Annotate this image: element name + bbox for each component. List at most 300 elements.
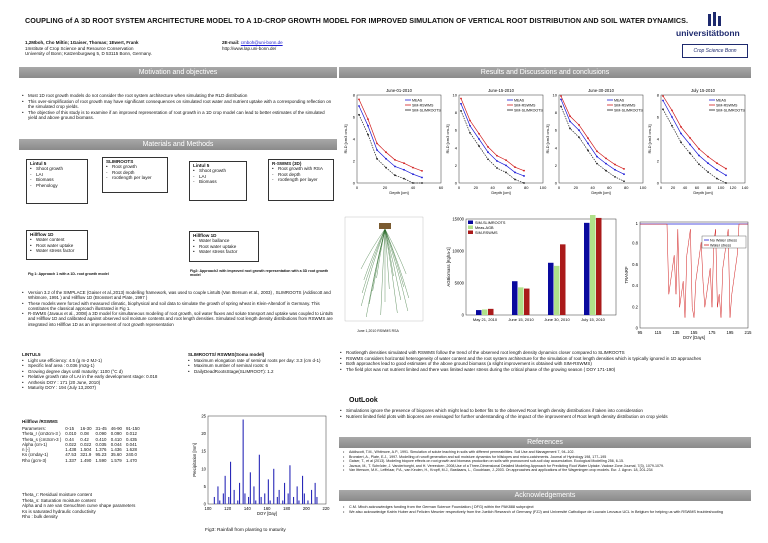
y-tick-label: 2: [656, 158, 659, 164]
x-tick-label: 195: [726, 330, 734, 335]
fig1-slimroots-box: [102, 157, 168, 193]
legend-label: MEAS: [614, 98, 625, 103]
rain-bar: [273, 469, 274, 504]
outlook-item: • Simulations ignore the presence of biopores which might lead to better fits to the observed Root length density distributions if taken into consideration: [340, 408, 750, 414]
y-tick-label: 0: [635, 325, 638, 331]
rld-point-rswms: [623, 168, 625, 170]
param-value: 1.490: [80, 457, 92, 463]
rain-bar: [248, 497, 249, 504]
rld-point-slim: [403, 178, 405, 180]
param-value: 0.435: [125, 436, 137, 442]
x-tick-label: 100: [204, 506, 212, 511]
x-tick-label: 100: [639, 185, 647, 190]
root-crown: [379, 223, 391, 229]
y-tick-label: 0: [203, 501, 206, 507]
rld-point-slim: [367, 134, 369, 136]
box-item: - rootlength per layer: [272, 177, 330, 182]
fig2-caption: Fig2: Approach2 with improved root growth representation with a 3D root growth model: [190, 269, 329, 278]
rld-point-meas: [623, 173, 625, 175]
y-tick-label: 0: [454, 180, 457, 186]
y-tick-label: 4: [656, 136, 659, 142]
biomass-bar: [518, 287, 524, 315]
param-name: Alpha (cm-1): [22, 441, 48, 447]
rld-point-meas: [680, 133, 682, 135]
rld-point-rswms: [716, 162, 718, 164]
rld-point-slim: [662, 108, 664, 110]
ack-item: • We also acknowledge Katrin Huber and Felicien Meunier respectively from the Jueilch Research of Germany (FZJ) and Université Catholique de Louvain Leuvaux UCL in Belgium for helping us with RSWMS troubleshooting: [343, 510, 749, 515]
outlook-item: • Nutrient limited field plots with biopores are envisaged for further understanding of the impact of the improvement of Root length density distribution on crop yields: [340, 414, 750, 420]
methods-item: • R-SWMS (Javaux et al., 2008) a 3D model for simultaneous modeling of root growth, soil water fluxes and solute transport and uptake was coupled to Lintul5 and Hillflow 1D and calibrated against observed soil moisture contents and root length densities. Simulated root length density distributions from RSWMS are integrated into Hillflow 1D as an improvement of root growth representation: [22, 311, 337, 327]
x-tick-label: 40: [410, 185, 416, 190]
slim-param: • Maximum number of seminal roots: 6: [188, 363, 336, 369]
box-item: - Biomass: [193, 179, 243, 184]
root-architecture-image: [343, 215, 425, 325]
rld-point-meas: [376, 149, 378, 151]
biomass-bar: [596, 218, 602, 315]
param-value: 1.436: [110, 447, 122, 453]
rld-point-rswms: [358, 99, 360, 101]
param-value: 0.410: [110, 436, 122, 442]
param-value: 1.337: [65, 457, 77, 463]
param-name: Ks (cmday-1): [22, 452, 49, 458]
rld-point-slim: [505, 172, 507, 174]
rld-point-meas: [367, 125, 369, 127]
rain-bar: [315, 483, 316, 504]
x-tick-label: 200: [302, 506, 310, 511]
rld-point-slim: [569, 128, 571, 130]
rld-point-slim: [460, 110, 462, 112]
institute-line: 1Institute of Crop Science and Resource Conservation: [25, 45, 134, 51]
rld-point-slim: [385, 167, 387, 169]
y-axis-label: RLD [cm3 cm-3]: [343, 124, 348, 154]
authors-line: 1,2Mboh, Cho Miltin; 1Gaiser, Thomas; 1Ewert, Frank: [25, 40, 139, 45]
x-tick-label: 0: [557, 185, 561, 190]
biomass-bar: [476, 310, 482, 315]
rain-bar: [228, 497, 229, 504]
box-item: • Water content: [30, 237, 84, 242]
rain-bar: [214, 497, 215, 504]
x-tick-label: 40: [590, 185, 595, 190]
rld-point-meas: [662, 100, 664, 102]
y-tick-label: 5: [203, 483, 206, 489]
y-tick-label: 0.6: [632, 261, 638, 267]
x-tick-label: 60: [607, 185, 612, 190]
x-tick-label: 100: [539, 185, 547, 190]
contact-block: [222, 40, 283, 51]
poster-title: COUPLING of A 3D ROOT SYSTEM ARCHITECTURE MODEL TO A 1D-CROP GROWTH MODEL FOR IMPROVED SIMULATION OF VERTICAL ROOT DISTRIBUTION AND SOIL WATER DYNAMICS.: [25, 16, 688, 25]
x-tick-label: 40: [490, 185, 495, 190]
y-axis-label: RLD [cm3 cm-3]: [545, 124, 550, 154]
fig2-rswms-box: [268, 159, 334, 201]
box-item: - Root depth: [106, 170, 164, 175]
rld-point-slim: [412, 182, 414, 184]
lintul-param: • Maturity DOY : 194 (July 13,2007): [22, 385, 182, 391]
rld-chart-title: June-01-2010: [386, 88, 412, 93]
rld-point-slim: [487, 158, 489, 160]
rld-point-rswms: [680, 126, 682, 128]
results-list: [340, 350, 750, 372]
x-tick-label: 20: [382, 185, 388, 190]
rld-point-rswms: [614, 164, 616, 166]
rld-point-rswms: [698, 148, 700, 150]
rain-bar: [217, 486, 218, 504]
lintul-param: • Relative growth rate of LAI in the early development stage: 0.018: [22, 374, 182, 380]
y-tick-label: 2: [454, 162, 457, 168]
box-item: - Biomass: [30, 177, 84, 182]
y-axis-label: RLD [cm3 cm-3]: [445, 124, 450, 154]
university-logo: [676, 10, 754, 62]
y-axis-label: TRANRF: [624, 266, 629, 284]
rain-bar: [225, 476, 226, 504]
y-tick-label: 20: [201, 431, 206, 437]
legend-label: SIM-SLIMROOTS: [716, 108, 745, 113]
table-note: Rho : bulk density: [22, 514, 58, 519]
rld-point-slim: [578, 136, 580, 138]
rld-point-rswms: [421, 170, 423, 172]
rain-bar: [253, 486, 254, 504]
rld-point-meas: [403, 169, 405, 171]
y-tick-label: 8: [554, 110, 557, 116]
rld-point-rswms: [596, 150, 598, 152]
param-value: 321.9: [80, 452, 92, 458]
table-header: Parameters:: [22, 426, 46, 431]
y-tick-label: 5000: [454, 280, 464, 286]
rld-point-rswms: [514, 166, 516, 168]
website-url[interactable]: http://www.lap.uni-bonn.de/: [222, 45, 277, 51]
motivation-item: • This over-simplification of root growth may have significant consequences on simulated root water and nutrient uptake with a corresponding reflection on the simulated crop yields.: [22, 99, 335, 110]
rld-point-meas: [469, 125, 471, 127]
hillflow-table-title: [22, 419, 58, 425]
param-value: 0.035: [95, 441, 107, 447]
x-tick-label: 40: [682, 185, 688, 190]
x-tick-label: 120: [729, 185, 737, 190]
legend-label: Water stress: [710, 243, 732, 248]
param-value: 1.590: [95, 457, 107, 463]
x-axis-label: DOY [Day]: [257, 511, 277, 516]
rld-point-rswms: [487, 146, 489, 148]
rld-point-meas: [605, 163, 607, 165]
lintul-params: [22, 352, 182, 391]
x-axis-label: Depth [cm]: [389, 190, 409, 195]
results-item: • Both approaches lead to good estimates of the above ground biomass (a slight improvement is obtained with SIM-RSWMS): [340, 361, 750, 367]
y-tick-label: 1: [635, 221, 638, 226]
rld-point-meas: [394, 166, 396, 168]
x-tick-label: June 15, 2010: [508, 317, 534, 322]
rain-bar: [279, 490, 280, 504]
box-item: - Root depth: [272, 172, 330, 177]
fig2-hillflow-box: [189, 231, 259, 262]
methods-item: • Version 3.2 of the SIMPLACE (Gaiser et al.,2013) modelling framework, was used to couple Lintul5 (Van Ittersum et al., 2003) , SLIMROOTS (Addiscott and Whitmore, 1991 ) and Hillflow 1D (Bronstert and Plate, 1997 ): [22, 290, 337, 301]
box-item: • Root water uptake: [193, 244, 255, 249]
legend-label: SIM-RSWMS: [514, 103, 536, 108]
results-item: • Rootlength densities simulated with RSWMS follow the trend of the observed root length density dynamics closer compared to SLIMROOTS: [340, 350, 750, 356]
rain-bar: [288, 493, 289, 504]
box-item: - Phenology: [30, 183, 84, 188]
param-value: 47.53: [65, 452, 77, 458]
rld-point-slim: [716, 178, 718, 180]
email-link[interactable]: cmboh@uni-bonn.de: [240, 40, 283, 45]
param-value: 1.376: [95, 447, 107, 453]
root-image-caption: June 1,2010 RSWMS RSA: [357, 329, 399, 333]
rld-point-rswms: [460, 98, 462, 100]
rain-bar: [219, 500, 220, 504]
y-tick-label: 8: [656, 92, 659, 98]
box-title: SLIMROOTS: [106, 159, 134, 164]
rld-point-meas: [385, 158, 387, 160]
x-tick-label: 20: [670, 185, 676, 190]
x-tick-label: June 30, 2010: [544, 317, 570, 322]
legend-label: No Water stress: [710, 238, 738, 243]
x-tick-label: 60: [694, 185, 700, 190]
y-tick-label: 4: [554, 145, 557, 151]
box-item: • Root growth: [106, 164, 164, 169]
biomass-bar: [524, 289, 530, 315]
rain-bar: [234, 490, 235, 504]
param-value: 0.041: [125, 441, 137, 447]
rain-bar: [307, 500, 308, 504]
box-item: • Water stress factor: [30, 248, 84, 253]
y-tick-label: 10: [552, 92, 557, 98]
table-header: 0-15: [65, 426, 75, 431]
methods-list: [22, 290, 337, 327]
rld-point-rswms: [496, 155, 498, 157]
rld-point-meas: [587, 143, 589, 145]
legend-label: Meas-AGB: [475, 225, 494, 230]
box-item: • Shoot growth: [30, 166, 84, 171]
x-tick-label: 175: [708, 330, 716, 335]
lintul-param: • Specific leaf area : 0.036 (m2g-1): [22, 363, 182, 369]
rld-point-rswms: [725, 168, 727, 170]
lintul-params-title: LINTUL5: [22, 352, 41, 357]
rld-point-rswms: [385, 151, 387, 153]
address-line: University of Bonn; Katzenburgweg 5, D 53115 Bonn, Germany.: [25, 51, 152, 57]
rain-bar: [250, 472, 251, 504]
outlook-heading: OutLook: [349, 397, 378, 404]
param-value: 1.438: [65, 447, 77, 453]
y-tick-label: 10000: [452, 248, 464, 254]
rld-point-rswms: [605, 157, 607, 159]
section-references: References: [339, 437, 751, 448]
biomass-chart: [426, 215, 620, 333]
rain-bar: [311, 490, 312, 504]
rld-point-meas: [698, 155, 700, 157]
legend-label: SIM-SLIMROOTS: [514, 108, 543, 113]
y-tick-label: 8: [454, 110, 457, 116]
rld-point-meas: [523, 175, 525, 177]
x-tick-label: 0: [355, 185, 359, 190]
rld-point-slim: [596, 163, 598, 165]
rld-charts: [343, 85, 751, 215]
university-logo-text: universitätbonn: [676, 28, 740, 38]
param-name: Theta_r (cm3cm-3 ): [22, 431, 61, 437]
rld-point-meas: [487, 151, 489, 153]
y-tick-label: 15: [201, 448, 206, 454]
y-tick-label: 25: [201, 413, 206, 419]
rld-point-rswms: [578, 124, 580, 126]
rain-bar: [237, 500, 238, 504]
rld-point-rswms: [505, 159, 507, 161]
reference-item: • Addiscott, T.M., Whitmore, A.P., 1991. Simulation of solute leaching in soils with different permeabilities. Soil Use and Management 7, 94–102.: [343, 450, 749, 455]
param-value: 0.044: [110, 441, 122, 447]
legend-label: MEAS: [412, 98, 423, 103]
y-tick-label: 6: [352, 114, 355, 120]
biomass-bar: [548, 263, 554, 315]
hillflow-table: [20, 426, 142, 463]
rld-point-rswms: [689, 137, 691, 139]
legend-swatch: [468, 226, 473, 230]
references-list: [343, 450, 749, 473]
table-note: Ks is saturated hydraulic conductivity: [22, 508, 96, 514]
x-tick-label: May 21, 2010: [472, 317, 498, 322]
biomass-bar: [482, 309, 488, 315]
rld-point-rswms: [469, 120, 471, 122]
rld-point-slim: [698, 163, 700, 165]
slim-params: [188, 352, 336, 374]
rld-point-slim: [605, 170, 607, 172]
param-name: Theta_s (cm3cm-3 ): [22, 436, 62, 442]
y-tick-label: 0: [554, 180, 557, 186]
legend-label: MEAS: [514, 98, 525, 103]
rld-point-rswms: [412, 167, 414, 169]
param-value: 0.012: [125, 431, 137, 437]
rld-point-slim: [496, 167, 498, 169]
rld-point-meas: [596, 156, 598, 158]
y-tick-label: 6: [554, 127, 557, 133]
lintul-param: • Light use efficiency: 4.5 (g m-2 MJ-1): [22, 358, 182, 364]
tranrf-chart: [624, 220, 752, 342]
rld-point-slim: [689, 152, 691, 154]
rld-point-slim: [725, 182, 727, 184]
motivation-item: • Most 1D root growth models do not consider the root system architecture when simulating the RLD distribution: [22, 93, 335, 99]
x-tick-label: 160: [263, 506, 271, 511]
x-tick-label: 135: [672, 330, 680, 335]
y-tick-label: 0.4: [632, 283, 638, 289]
table-header: 31-45: [95, 426, 107, 431]
rld-point-meas: [560, 99, 562, 101]
biomass-bar: [560, 244, 566, 315]
param-value: 0.42: [80, 436, 89, 442]
rld-point-meas: [505, 165, 507, 167]
rld-point-rswms: [671, 110, 673, 112]
rld-point-slim: [623, 180, 625, 182]
table-note: Theta_r: Residual moisture content: [22, 492, 93, 497]
rain-bar: [298, 500, 299, 504]
x-tick-label: 220: [322, 506, 330, 511]
hillflow-title: Hillflow /RSWMS: [22, 419, 58, 424]
box-item: - LAI: [30, 172, 84, 177]
rain-bar: [282, 500, 283, 504]
rld-point-meas: [689, 144, 691, 146]
param-value: 0.022: [65, 441, 77, 447]
rain-bar: [304, 493, 305, 504]
biomass-bar: [554, 266, 560, 315]
section-acknowledgements: Acknowledgements: [339, 490, 751, 501]
rain-bar: [243, 420, 244, 504]
lintul-param: • Anthesis DOY : 171 (20 June, 2010): [22, 380, 182, 386]
x-tick-label: 20: [473, 185, 479, 190]
rain-bar: [277, 497, 278, 504]
rld-point-slim: [421, 182, 423, 184]
param-value: 1.579: [110, 457, 122, 463]
x-tick-label: 0: [457, 185, 461, 190]
legend-label: SIM-RSWMS: [716, 103, 738, 108]
rain-bar: [255, 500, 256, 504]
section-results: Results and Discussions and conclusions: [339, 67, 751, 78]
param-value: 1.470: [125, 457, 137, 463]
authors-block: [25, 40, 152, 57]
rain-bar: [244, 493, 245, 504]
param-value: 0.44: [65, 436, 74, 442]
rld-point-slim: [707, 171, 709, 173]
y-tick-label: 0: [656, 180, 659, 186]
param-value: 1.504: [80, 447, 92, 453]
box-title: Lintul 5: [30, 161, 47, 166]
legend-label: SIM-SLIMROOTS: [614, 108, 643, 113]
x-tick-label: 115: [654, 330, 662, 335]
rld-chart-title: June-30-2010: [588, 88, 614, 93]
table-row: [20, 458, 142, 463]
crop-science-logo: Crop Science Bonn: [682, 44, 748, 58]
y-tick-label: 4: [454, 145, 457, 151]
x-tick-label: 180: [283, 506, 291, 511]
rain-bar: [259, 455, 260, 504]
x-tick-label: 60: [438, 185, 444, 190]
slim-params-title: SLIMROOTS/ RSWMS(Soma model): [188, 352, 265, 357]
biomass-bar: [512, 281, 518, 315]
x-tick-label: 100: [717, 185, 725, 190]
motivation-item: • The objective of this study is to examine if an improved representation of root growth in a 1D crop model can lead to better estimates of the simulated yield and above ground biomass.: [22, 110, 335, 121]
table-header: 46-90: [110, 426, 122, 431]
results-item: • RSWMS considers horizontal heterogeneity of water content and the root system architecture for the simulation of root length densities which is typically ignored in 1D approaches: [340, 356, 750, 362]
rld-point-slim: [680, 141, 682, 143]
rain-bar: [230, 462, 231, 504]
box-title: Lintul 5: [193, 163, 210, 168]
rld-point-slim: [478, 145, 480, 147]
fig1-caption: Fig 1: Approach 1 with a 1D- root growth model: [28, 272, 109, 276]
reference-item: • Javaux, M., T. Schröder, J. Vanderborght, and H. Vereecken ,2008,Use of a Three-Dimensional Detailed Modeling Approach for Predicting Root Water Uptake. Vadose Zone Journal, 7(3), 1079-1079.: [343, 464, 749, 469]
rain-bar: [261, 497, 262, 504]
y-axis-label: Precipitation [mm]: [192, 443, 197, 477]
box-item: • Root water uptake: [30, 243, 84, 248]
x-tick-label: July 15, 2010: [581, 317, 605, 322]
box-item: • Water stress factor: [193, 249, 255, 254]
rain-bar: [239, 483, 240, 504]
y-axis-label: AGBiomass [Kgha-1]: [446, 247, 451, 287]
y-tick-label: 6: [454, 127, 457, 133]
rain-bar: [284, 483, 285, 504]
section-motivation: Motivation and objectives: [19, 67, 337, 78]
rain-bar: [297, 486, 298, 504]
param-value: 0.08: [80, 431, 89, 437]
y-tick-label: 8: [352, 92, 355, 98]
rain-bar: [270, 500, 271, 504]
biomass-bar: [584, 223, 590, 315]
email-label: 2E-mail:: [222, 40, 241, 45]
box-item: - LAI: [193, 174, 243, 179]
rld-point-rswms: [394, 159, 396, 161]
box-item: - rootlength per layer: [106, 175, 164, 180]
box-title: R-SWMS (3D): [272, 161, 302, 166]
results-item: • The field plot was not nutrient limited and there was limited water stress during the critical phase of the growing season ( DOY 171-190): [340, 367, 750, 373]
param-value: 0.410: [95, 436, 107, 442]
rld-point-meas: [412, 173, 414, 175]
rain-bar: [289, 465, 290, 504]
rld-point-slim: [469, 132, 471, 134]
rld-point-meas: [478, 138, 480, 140]
rain-bar: [316, 497, 317, 504]
rld-point-rswms: [560, 95, 562, 97]
legend-label: SIM-SLIMROOTS: [475, 220, 506, 225]
